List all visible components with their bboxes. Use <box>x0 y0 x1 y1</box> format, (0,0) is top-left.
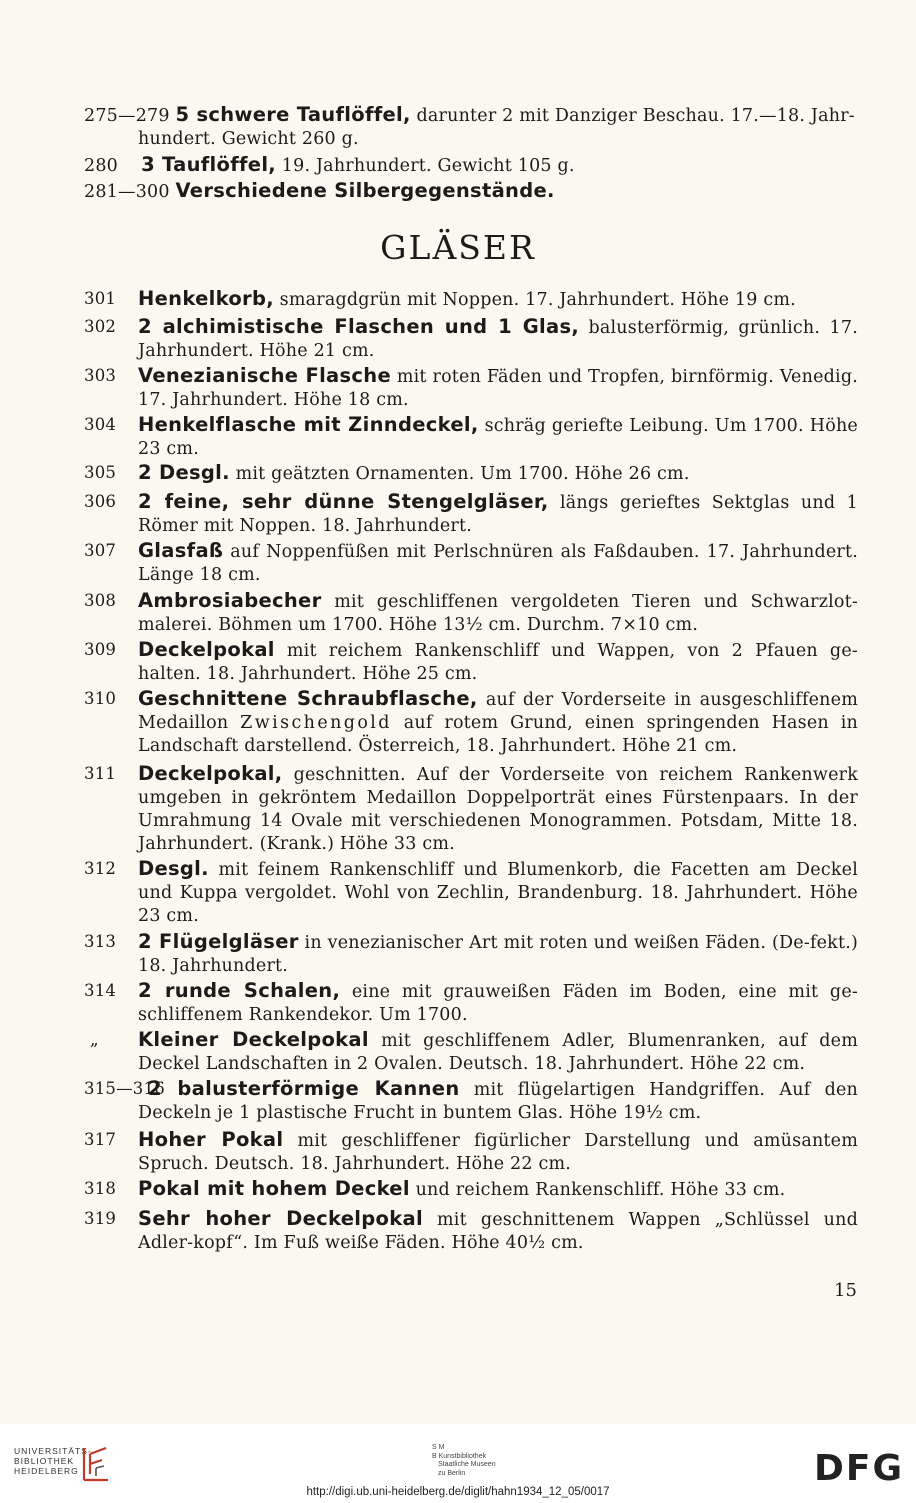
entry-text: eine mit grauweißen Fäden im Boden, eine mit ge-schliffenem Rankendekor. Um 1700. <box>138 982 858 1025</box>
entry-number: 309 <box>84 640 117 659</box>
entry-number: 275—279 <box>84 106 170 126</box>
entry-title: Geschnittene Schraubflasche, <box>138 687 478 710</box>
smb-logo-line: zu Berlin <box>438 1469 466 1477</box>
smb-logo-line: S M <box>432 1444 445 1451</box>
entry-text: balusterförmig, grünlich. 17. Jahrhundert. Höhe 21 cm. <box>138 318 858 361</box>
entry-title: Henkelkorb, <box>138 287 274 310</box>
entry-title: Desgl. <box>138 857 209 880</box>
ub-logo-line: HEIDELBERG <box>14 1466 79 1476</box>
entry-title: 3 Tauflöffel, <box>141 153 277 176</box>
entry-text: mit geschliffenem Adler, Blumenranken, auf dem Deckel Landschaften in 2 Ovalen. Deutsch. 18. Jahrhundert. Höhe 22 cm. <box>138 1031 858 1074</box>
entry-number: 306 <box>84 492 117 511</box>
smb-logo-line: B Kunstbibliothek <box>432 1452 487 1460</box>
entry-319 <box>84 1207 858 1255</box>
entry-311 <box>84 762 858 856</box>
section-heading: GLÄSER <box>380 228 536 267</box>
entry-title: 2 alchimistische Flaschen und 1 Glas, <box>138 315 580 338</box>
entry-title: 2 balusterförmige Kannen <box>148 1077 460 1100</box>
entry-312 <box>84 857 858 928</box>
entry-text: darunter 2 mit Danziger Beschau. 17.—18. Jahr- <box>410 106 855 126</box>
smb-logo-line: Staatliche Museen <box>438 1461 496 1468</box>
entry-text: und reichem Rankenschliff. Höhe 33 cm. <box>409 1180 786 1200</box>
entry-title: 2 runde Schalen, <box>138 979 341 1002</box>
entry-text-continued: hundert. Gewicht 260 g. <box>138 129 359 149</box>
entry-number: 305 <box>84 463 117 482</box>
ub-logo-line: BIBLIOTHEK <box>14 1456 75 1466</box>
entry-305 <box>84 461 858 486</box>
digitization-footer <box>0 1424 916 1503</box>
entry-text: mit reichem Rankenschliff und Wappen, von 2 Pfauen ge-halten. 18. Jahrhundert. Höhe 25 cm. <box>138 641 858 684</box>
smb-kunstbibliothek-logo <box>432 1444 496 1478</box>
entry-title: Pokal mit hohem Deckel <box>138 1177 410 1200</box>
entry-number: 281—300 <box>84 182 170 202</box>
entry-text: smaragdgrün mit Noppen. 17. Jahrhundert. Höhe 19 cm. <box>273 290 796 310</box>
source-url[interactable]: http://digi.ub.uni-heidelberg.de/diglit/hahn1934_12_05/0017 <box>306 1486 610 1498</box>
entry-number: 308 <box>84 591 117 610</box>
entry-title: Henkelflasche mit Zinndeckel, <box>138 413 479 436</box>
entry-310 <box>84 687 858 758</box>
entry-title: Deckelpokal <box>138 638 275 661</box>
entry-number: 318 <box>84 1179 117 1198</box>
entry-text: auf der Vorderseite in ausgeschliffenem Medaillon <box>138 690 858 733</box>
entry-text: mit roten Fäden und Tropfen, birnförmig. Venedig. 17. Jahrhundert. Höhe 18 cm. <box>138 367 858 410</box>
entry-306 <box>84 490 858 538</box>
entry-number: 310 <box>84 689 117 708</box>
entry-309 <box>84 638 858 686</box>
entry-number: 315—316 <box>84 1079 165 1098</box>
entry-304 <box>84 413 858 461</box>
entry-number: „ <box>90 1030 99 1049</box>
entry-text: auf Noppenfüßen mit Perlschnüren als Faßdauben. 17. Jahrhundert. Länge 18 cm. <box>138 542 858 585</box>
entry-text: schräg geriefte Leibung. Um 1700. Höhe 23 cm. <box>138 416 858 459</box>
entry-280 <box>84 153 858 178</box>
entry-number: 312 <box>84 859 117 878</box>
entry-number: 280 <box>84 156 119 176</box>
entry-number: 313 <box>84 932 117 951</box>
entry-text: mit geätzten Ornamenten. Um 1700. Höhe 26 cm. <box>229 464 690 484</box>
entry-title: Hoher Pokal <box>138 1128 284 1151</box>
entry-308 <box>84 589 858 637</box>
entry-number: 314 <box>84 981 117 1000</box>
entry-text: mit flügelartigen Handgriffen. Auf den Deckeln je 1 plastische Frucht in buntem Glas. Höhe 19½ cm. <box>138 1080 859 1123</box>
entry-number: 319 <box>84 1209 117 1228</box>
ub-logo-line: UNIVERSITÄTS- <box>14 1446 92 1456</box>
entry-number: 303 <box>84 366 117 385</box>
entry-title: 2 Desgl. <box>138 461 230 484</box>
entry-301 <box>84 287 858 312</box>
entry-number: 302 <box>84 317 117 336</box>
entry-text: mit geschliffener figürlicher Darstellung und amüsantem Spruch. Deutsch. 18. Jahrhundert. Höhe 22 cm. <box>138 1131 859 1174</box>
entry-number: 307 <box>84 541 117 560</box>
entry-title: Venezianische Flasche <box>138 364 391 387</box>
entry-number: 301 <box>84 289 117 308</box>
dfg-logo: DFG <box>814 1448 905 1489</box>
entry-title: Verschiedene Silbergegenstände. <box>175 179 555 202</box>
entry-text: geschnitten. Auf der Vorderseite von reichem Rankenwerk umgeben in gekröntem Medaillon Doppelporträt eines Fürstenpaars. In der Umrahmung 14 Ovale mit verschiedenen Monogrammen. Potsdam, Mitte 18. Jahrhundert. (Krank.) Höhe 33 cm. <box>138 765 858 854</box>
entry-title: Kleiner Deckelpokal <box>138 1028 369 1051</box>
entry-275-279 <box>84 103 858 151</box>
entry-text: in venezianischer Art mit roten und weißen Fäden. (De-fekt.) 18. Jahrhundert. <box>138 933 859 976</box>
entry-title: Ambrosiabecher <box>138 589 322 612</box>
entry-number: 317 <box>84 1130 117 1149</box>
entry-281-300 <box>84 179 858 204</box>
entry-315-316 <box>84 1077 858 1125</box>
entry-303 <box>84 364 858 412</box>
entry-318 <box>84 1177 858 1202</box>
entry-302 <box>84 315 858 363</box>
entry-307 <box>84 539 858 587</box>
entry-number: 311 <box>84 764 117 783</box>
entry-title: 5 schwere Tauflöffel, <box>175 103 411 126</box>
entry-text-spaced: Zwischengold <box>240 713 392 733</box>
entry-title: Sehr hoher Deckelpokal <box>138 1207 423 1230</box>
entry-text: mit geschnittenem Wappen „Schlüssel und Adler-kopf“. Im Fuß weiße Fäden. Höhe 40½ cm. <box>138 1210 858 1253</box>
entry-title: 2 feine, sehr dünne Stengelgläser, <box>138 490 549 513</box>
entry-text: 19. Jahrhundert. Gewicht 105 g. <box>276 156 575 176</box>
entry-ditto <box>84 1028 858 1076</box>
entry-317 <box>84 1128 858 1176</box>
entry-number: 304 <box>84 415 117 434</box>
entry-313 <box>84 930 858 978</box>
entry-title: Glasfaß <box>138 539 224 562</box>
ub-heidelberg-mark-icon <box>80 1444 112 1484</box>
page-number: 15 <box>834 1280 857 1301</box>
entry-title: 2 Flügelgläser <box>138 930 299 953</box>
entry-text: mit geschliffenen vergoldeten Tieren und Schwarzlot-malerei. Böhmen um 1700. Höhe 13½ cm. Durchm. 7×10 cm. <box>138 592 858 635</box>
entry-314 <box>84 979 858 1027</box>
entry-title: Deckelpokal, <box>138 762 283 785</box>
entry-text: längs gerieftes Sektglas und 1 Römer mit Noppen. 18. Jahrhundert. <box>138 493 858 536</box>
entry-text: mit feinem Rankenschliff und Blumenkorb, die Facetten am Deckel und Kuppa vergoldet. Wohl von Zechlin, Brandenburg. 18. Jahrhundert. Höhe 23 cm. <box>138 860 858 926</box>
entry-text: auf rotem Grund, einen springenden Hasen in Landschaft darstellend. Österreich, 18. Jahrhundert. Höhe 21 cm. <box>138 713 858 756</box>
